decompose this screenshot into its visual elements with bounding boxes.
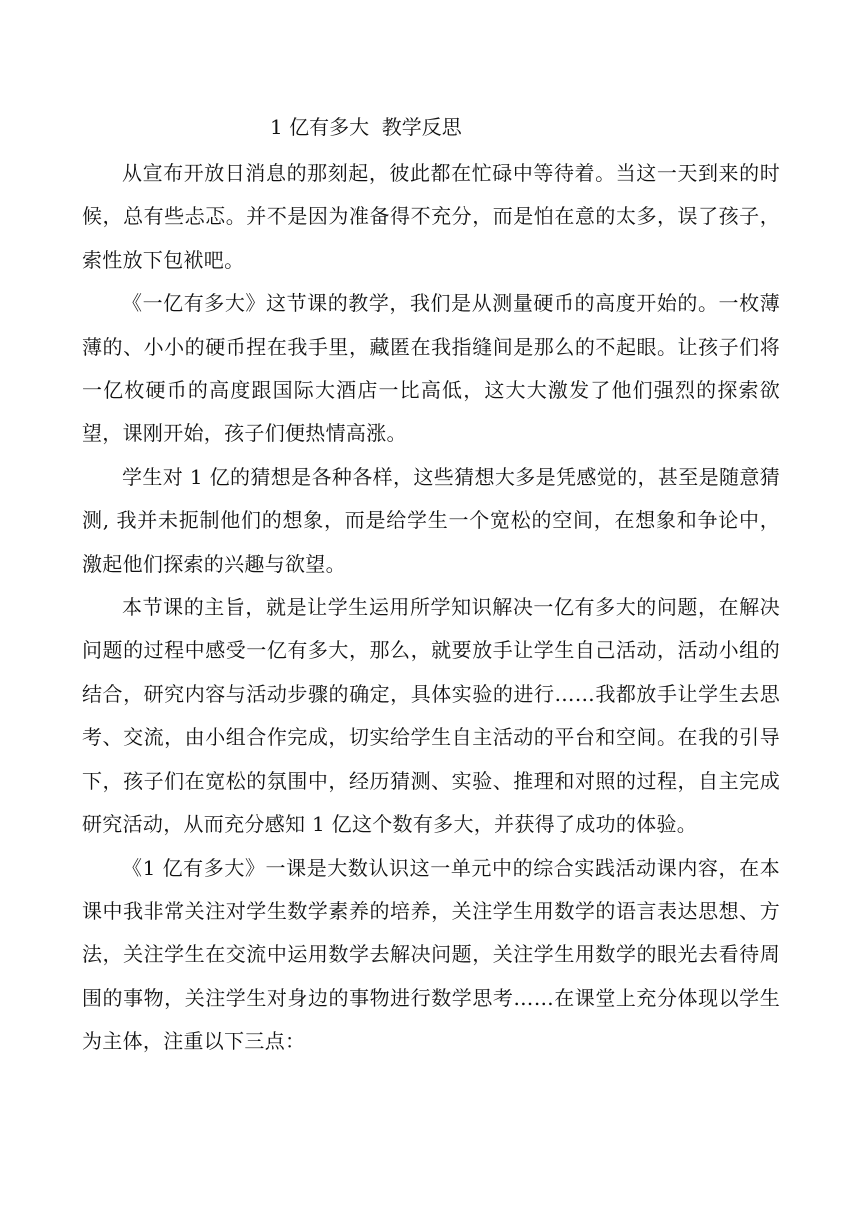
document-title: 1 亿有多大 教学反思 <box>270 115 462 139</box>
paragraph-1: 从宣布开放日消息的那刻起，彼此都在忙碌中等待着。当这一天到来的时候，总有些忐忑。并不是因为准备得不充分，而是怕在意的太多，误了孩子，索性放下包袱吧。 <box>82 161 780 272</box>
document-body <box>82 152 780 1064</box>
paragraph-5: 《1 亿有多大》一课是大数认识这一单元中的综合实践活动课内容，在本课中我非常关注对学生数学素养的培养，关注学生用数学的语言表达思想、方法，关注学生在交流中运用数学去解决问题，关注学生用数学的眼光去看待周围的事物，关注学生对身边的事物进行数学思考……在课堂上充分体现以学生为主体，注重以下三点： <box>82 855 780 1054</box>
paragraph-2: 《一亿有多大》这节课的教学，我们是从测量硬币的高度开始的。一枚薄薄的、小小的硬币捏在我手里，藏匿在我指缝间是那么的不起眼。让孩子们将一亿枚硬币的高度跟国际大酒店一比高低，这大大激发了他们强烈的探索欲望，课刚开始，孩子们便热情高涨。 <box>82 291 780 446</box>
paragraph-3: 学生对 1 亿的猜想是各种各样，这些猜想大多是凭感觉的，甚至是随意猜测, 我并未扼制他们的想象，而是给学生一个宽松的空间，在想象和争论中，激起他们探索的兴趣与欲望。 <box>82 464 780 576</box>
paragraph-4: 本节课的主旨，就是让学生运用所学知识解决一亿有多大的问题，在解决问题的过程中感受一亿有多大，那么，就要放手让学生自己活动，活动小组的结合，研究内容与活动步骤的确定，具体实验的进行……我都放手让学生去思考、交流，由小组合作完成，切实给学生自主活动的平台和空间。在我的引导下，孩子们在宽松的氛围中，经历猜测、实验、推理和对照的过程，自主完成研究活动，从而充分感知 1 亿这个数有多大，并获得了成功的体验。 <box>82 595 780 837</box>
